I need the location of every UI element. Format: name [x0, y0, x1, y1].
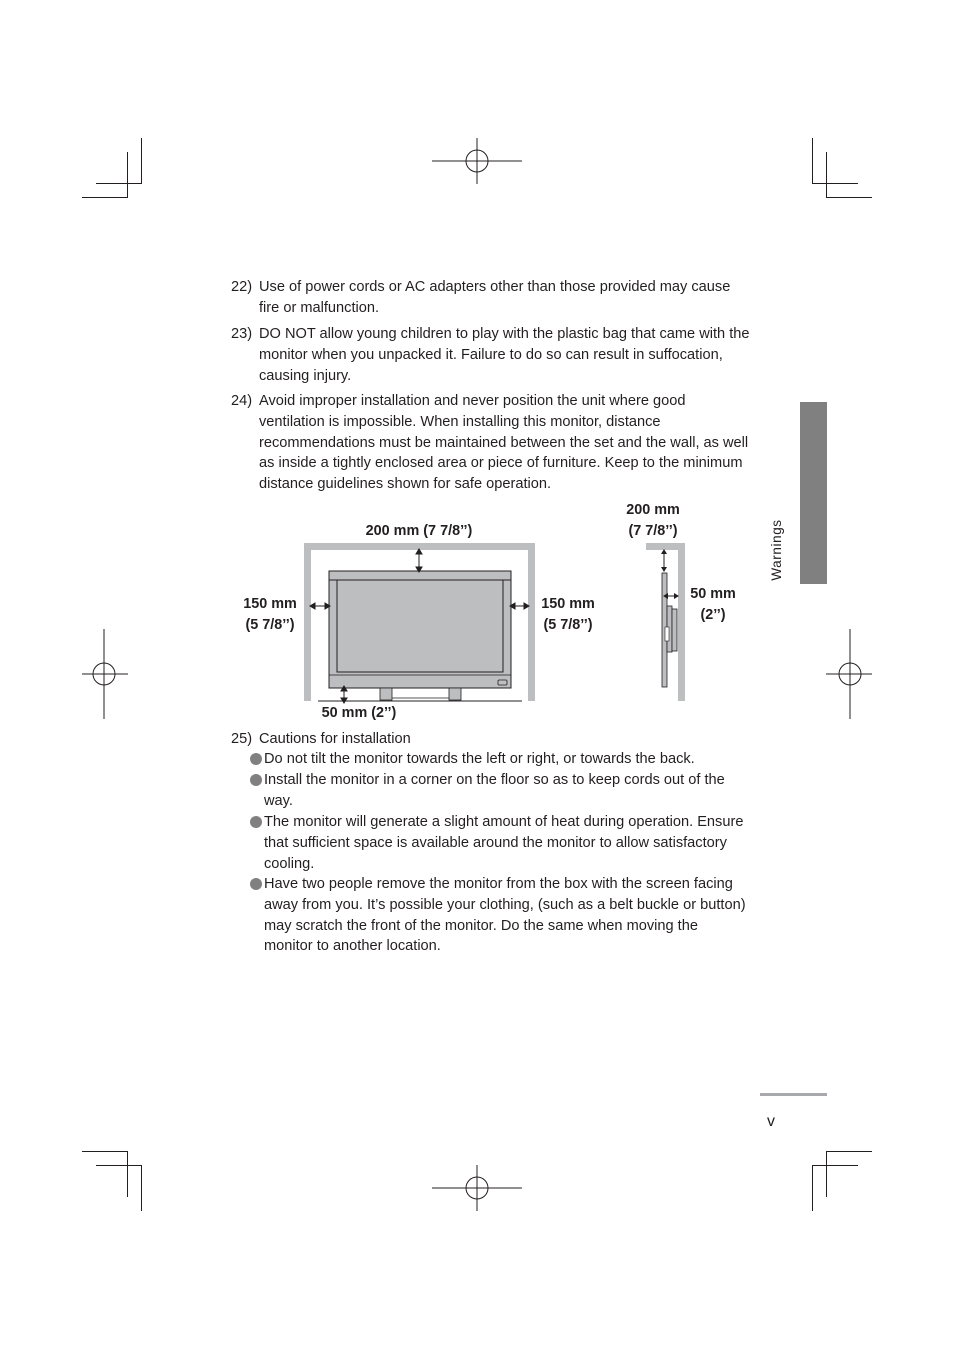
item-text: Avoid improper installation and never position the unit where good ventilation is impossible. When installing this monitor, distance recommendations must be maintained between the set and the wall, as well as inside a tightly enclosed area or piece of furniture. Keep to the minimum distance guidelines shown for safe operation. [259, 393, 749, 493]
item-25 [231, 729, 751, 750]
item-text: Use of power cords or AC adapters other than those provided may cause fire or malfunction. [259, 279, 731, 316]
front-right-clearance-label-line2: (5 7/8’’) [543, 617, 593, 633]
front-left-clearance-label-line2: (5 7/8’’) [245, 617, 295, 633]
item-number: 24) [231, 393, 253, 409]
page-number: v [767, 1113, 775, 1130]
front-top-clearance-label: 200 mm (7 7/8’’) [365, 523, 473, 539]
item-text: Cautions for installation [259, 731, 411, 747]
bullet-item [250, 812, 750, 874]
bullet-dot-icon [250, 774, 262, 786]
footer-rule [760, 1093, 827, 1096]
bullet-item [250, 749, 750, 770]
bullet-item [250, 874, 750, 957]
side-back-clearance-label-line1: 50 mm [690, 586, 736, 602]
side-top-clearance-label-line2: (7 7/8’’) [628, 523, 678, 539]
front-left-clearance-label-line1: 150 mm [243, 596, 297, 612]
bullet-text: Do not tilt the monitor towards the left or right, or towards the back. [264, 751, 695, 767]
bullet-text: The monitor will generate a slight amount of heat during operation. Ensure that sufficient space is available around the monitor to allow satisfactory cooling. [264, 814, 744, 872]
side-back-clearance-label-line2: (2’’) [700, 607, 726, 623]
section-tab-label: Warnings [769, 519, 784, 581]
front-bottom-clearance-label: 50 mm (2’’) [321, 705, 397, 721]
bullet-text: Have two people remove the monitor from the box with the screen facing away from you. It’s possible your clothing, (such as a belt buckle or button) may scratch the front of the monitor. Do the same when moving the monitor to another location. [264, 876, 746, 955]
bullet-dot-icon [250, 878, 262, 890]
side-top-clearance-label-line1: 200 mm [626, 502, 680, 518]
front-view-monitor [329, 571, 511, 700]
bullet-item [250, 770, 750, 812]
bullet-dot-icon [250, 753, 262, 765]
side-view [646, 543, 685, 701]
item-number: 22) [231, 279, 253, 295]
bullet-dot-icon [250, 816, 262, 828]
item-text: DO NOT allow young children to play with the plastic bag that came with the monitor when you unpacked it. Failure to do so can result in suffocation, causing injury. [259, 326, 750, 384]
section-tab-marker [800, 402, 827, 584]
front-right-clearance-label-line1: 150 mm [541, 596, 595, 612]
item-number: 23) [231, 326, 253, 342]
item-number: 25) [231, 731, 253, 747]
bullet-text: Install the monitor in a corner on the floor so as to keep cords out of the way. [264, 772, 725, 809]
